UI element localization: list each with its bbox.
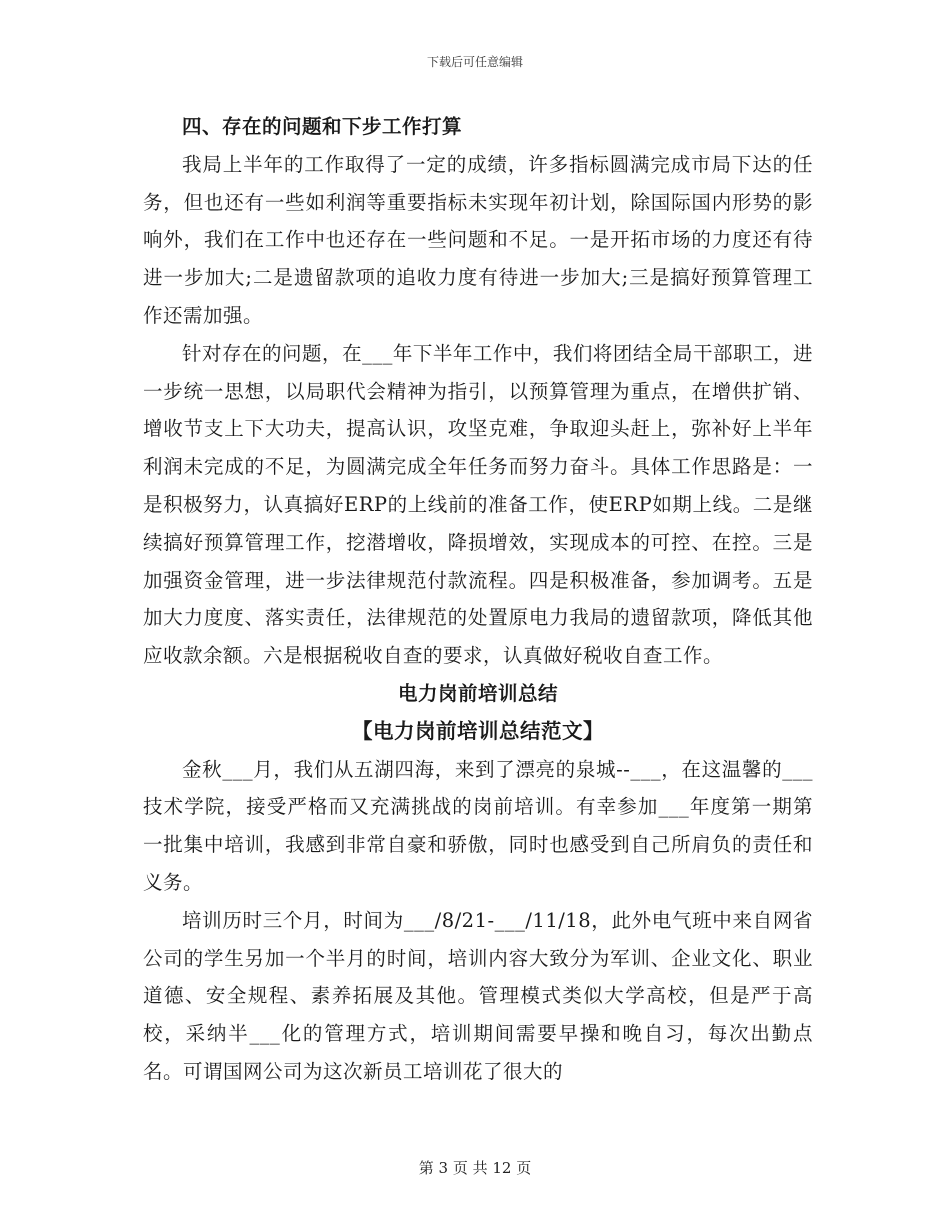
header-note: 下载后可任意编辑 — [426, 55, 523, 69]
paragraph: 针对存在的问题，在___年下半年工作中，我们将团结全局干部职工，进一步统一思想，以局职代会精神为指引，以预算管理为重点，在增供扩销、增收节支上下大功夫，提高认识，攻坚克难，争取迎头赶上，弥补好上半年利润未完成的不足，为圆满完成全年任务而努力奋斗。具体工作思路是：一是积极努力，认真搞好ERP的上线前的准备工作，使ERP如期上线。二是继续搞好预算管理工作，挖潜增收，降损增效，实现成本的可控、在控。三是加强资金管理，进一步法律规范付款流程。四是积极准备，参加调考。五是加大力度度、落实责任，法律规范的处置原电力我局的遗留款项，降低其他应收款余额。六是根据税收自查的要求，认真做好税收自查工作。 — [143, 341, 813, 668]
paragraph: 培训历时三个月，时间为___/8/21-___/11/18，此外电气班中来自网省公司的学生另加一个半月的时间，培训内容大致分为军训、企业文化、职业道德、安全规程、素养拓展及其他。管理模式类似大学高校，但是严于高校，采纳半___化的管理方式，培训期间需要早操和晚自习，每次出勤点名。可谓国网公司为这次新员工培训花了很大的 — [143, 908, 813, 1083]
document-body — [143, 108, 813, 1091]
document-subtitle: 【电力岗前培训总结范文】 — [352, 718, 604, 743]
document-title: 电力岗前培训总结 — [397, 681, 558, 705]
section-heading: 四、存在的问题和下步工作打算 — [182, 115, 463, 138]
paragraph: 金秋___月，我们从五湖四海，来到了漂亮的泉城--___，在这温馨的___技术学院，接受严格而又充满挑战的岗前培训。有幸参加___年度第一期第一批集中培训，我感到非常自豪和骄傲，同时也感受到自己所肩负的责任和义务。 — [143, 757, 813, 894]
page-number: 第 3 页 共 12 页 — [418, 1159, 532, 1177]
paragraph: 我局上半年的工作取得了一定的成绩，许多指标圆满完成市局下达的任务，但也还有一些如利润等重要指标未实现年初计划，除国际国内形势的影响外，我们在工作中也还存在一些问题和不足。一是开拓市场的力度还有待进一步加大;二是遗留款项的追收力度有待进一步加大;三是搞好预算管理工作还需加强。 — [143, 152, 813, 327]
